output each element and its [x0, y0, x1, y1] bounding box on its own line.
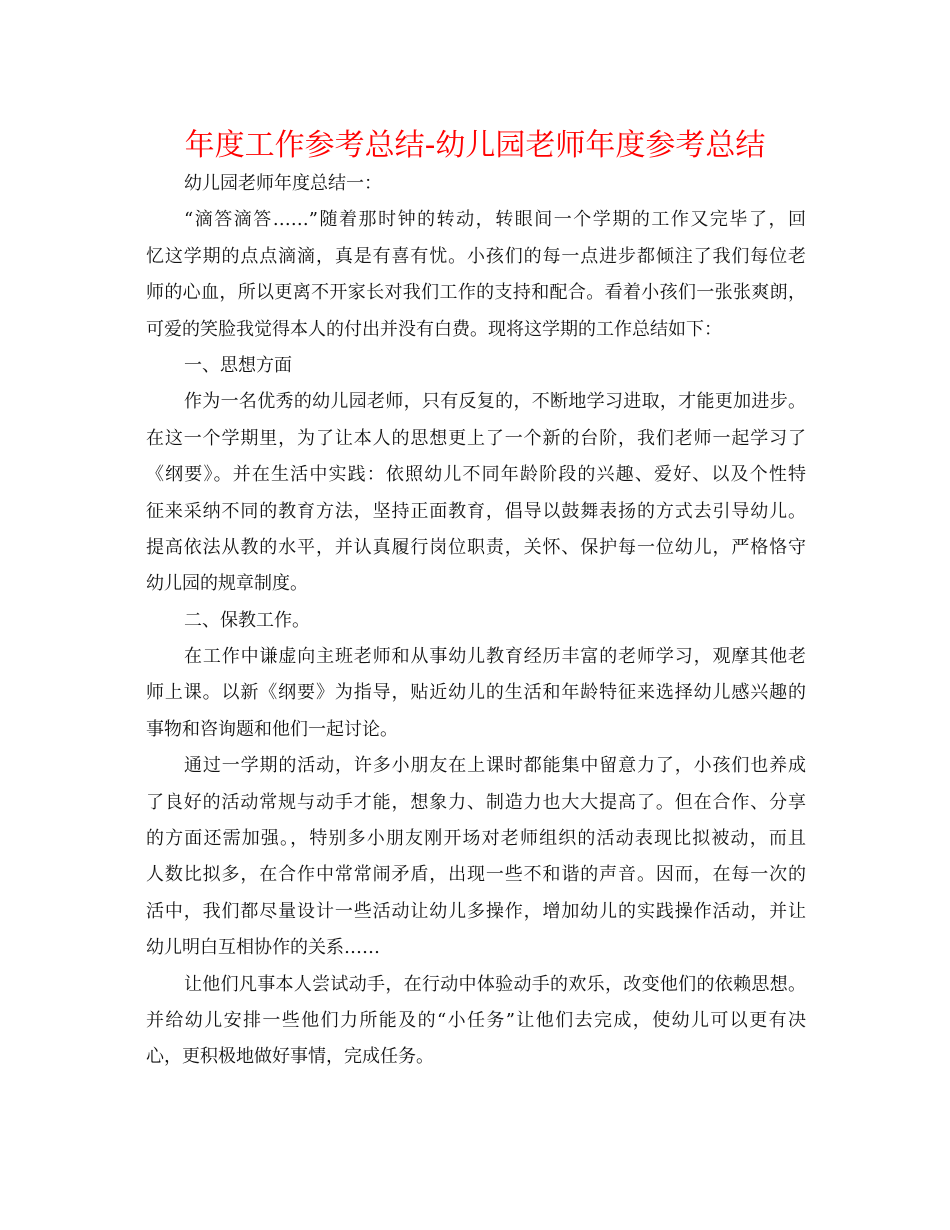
text-line: 并给幼儿安排一些他们力所能及的“小任务”让他们去完成，使幼儿可以更有决 — [146, 1009, 806, 1031]
text-line: 通过一学期的活动，许多小朋友在上课时都能集中留意力了，小孩们也养成 — [184, 755, 806, 777]
text-line: 了良好的活动常规与动手才能，想象力、制造力也大大提高了。但在合作、分享 — [146, 791, 806, 813]
text-line: 幼儿园老师年度总结一： — [184, 173, 382, 194]
text-line: 忆这学期的点点滴滴，真是有喜有忧。小孩们的每一点进步都倾注了我们每位老 — [146, 245, 806, 267]
text-line: 人数比拟多，在合作中常常闹矛盾，出现一些不和谐的声音。因而，在每一次的 — [146, 864, 806, 886]
text-line: 幼儿园的规章制度。 — [146, 573, 308, 595]
text-line: 提高依法从教的水平，并认真履行岗位职责，关怀、保护每一位幼儿，严格恪守 — [146, 536, 806, 558]
text-line: 二、保教工作。 — [184, 609, 310, 631]
text-line: 让他们凡事本人尝试动手，在行动中体验动手的欢乐，改变他们的依赖思想。 — [184, 973, 806, 995]
text-line: 心，更积极地做好事情，完成任务。 — [146, 1046, 434, 1068]
text-line: 在工作中谦虚向主班老师和从事幼儿教育经历丰富的老师学习，观摩其他老 — [184, 646, 806, 668]
text-line: 师的心血，所以更离不开家长对我们工作的支持和配合。看着小孩们一张张爽朗， — [146, 282, 806, 304]
text-line: 的方面还需加强。，特别多小朋友刚开场对老师组织的活动表现比拟被动，而且 — [146, 828, 806, 850]
text-line: 作为一名优秀的幼儿园老师，只有反复的，不断地学习进取，才能更加进步。 — [184, 391, 806, 413]
text-line: 一、思想方面 — [184, 354, 292, 376]
text-line: 事物和咨询题和他们一起讨论。 — [146, 718, 398, 740]
text-line: 《纲要》。并在生活中实践：依照幼儿不同年龄阶段的兴趣、爱好、以及个性特 — [146, 464, 806, 486]
text-line: 幼儿明白互相协作的关系…… — [146, 937, 380, 959]
document-title: 年度工作参考总结-幼儿园老师年度参考总结 — [184, 128, 766, 163]
text-line: 征来采纳不同的教育方法，坚持正面教育，倡导以鼓舞表扬的方式去引导幼儿。 — [146, 500, 806, 522]
document-body — [146, 166, 806, 1076]
text-line: “滴答滴答……”随着那时钟的转动，转眼间一个学期的工作又完毕了，回 — [184, 209, 806, 231]
text-line: 活中，我们都尽量设计一些活动让幼儿多操作，增加幼儿的实践操作活动，并让 — [146, 900, 806, 922]
text-line: 在这一个学期里，为了让本人的思想更上了一个新的台阶，我们老师一起学习了 — [146, 427, 806, 449]
text-line: 可爱的笑脸我觉得本人的付出并没有白费。现将这学期的工作总结如下： — [146, 318, 722, 340]
text-line: 师上课。以新《纲要》为指导，贴近幼儿的生活和年龄特征来选择幼儿感兴趣的 — [146, 682, 806, 704]
